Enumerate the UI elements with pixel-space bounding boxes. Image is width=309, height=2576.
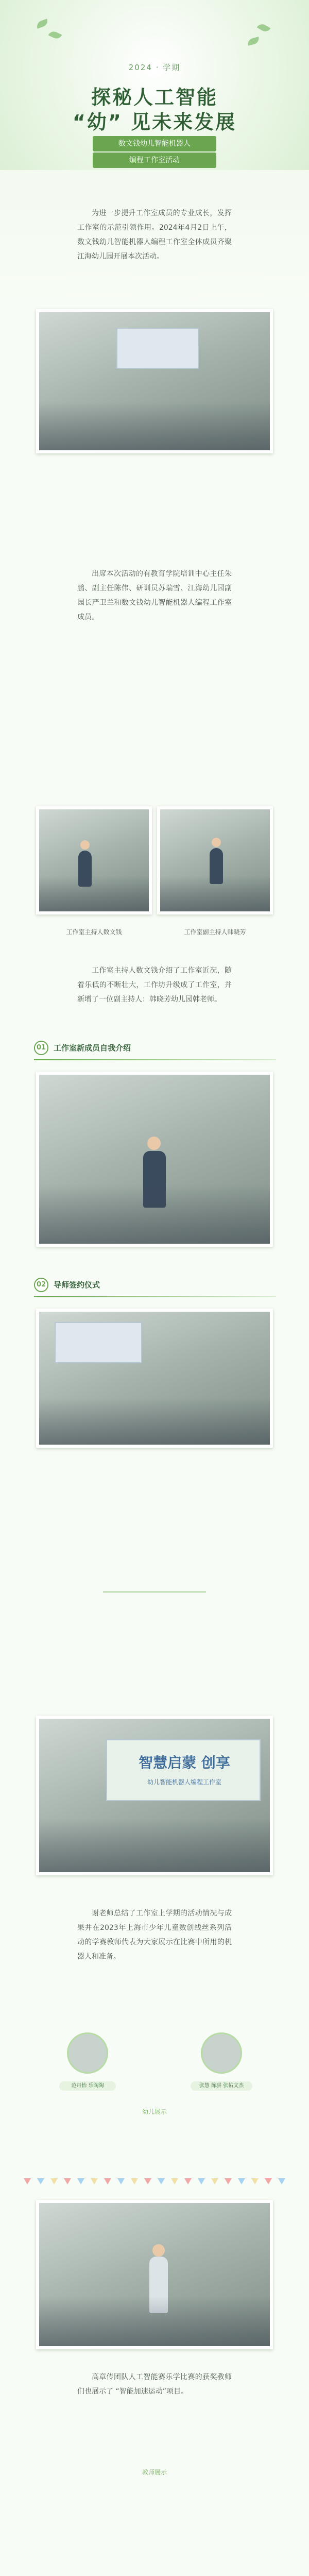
deputy-caption: 工作室副主持人韩晓芳 xyxy=(184,928,246,936)
child-avatar xyxy=(201,2032,242,2074)
name-badge: 范丹怡 乐陶陶 xyxy=(59,2081,116,2091)
bunting-decoration xyxy=(21,2177,288,2186)
leaf-decoration-icon xyxy=(247,37,260,46)
leaf-decoration-icon xyxy=(48,29,62,40)
screen-subline: 幼儿智能机器人编程工作室 xyxy=(147,1778,221,1786)
activity-photo xyxy=(36,1716,273,1875)
deputy-photo xyxy=(157,806,273,914)
teacher-show-caption: 教师展示 xyxy=(142,2469,167,2476)
sharing-paragraph: 谢老师总结了工作室上学期的活动情况与成果并在2023年上海市少年儿童数创线丝系列活动的学赛教师代表为大家展示在比赛中所用的机器人和准备。 xyxy=(77,1909,232,1961)
teacher-show-photo xyxy=(36,2200,273,2349)
vine-divider xyxy=(103,1587,206,1597)
subtitle-line1: 数文钱幼儿智能机器人 xyxy=(93,136,216,151)
section-number: 01 xyxy=(34,1041,48,1055)
child-avatar xyxy=(67,2032,108,2074)
host-caption: 工作室主持人数文钱 xyxy=(66,928,122,936)
host-photo xyxy=(36,806,152,914)
group-photo xyxy=(36,309,273,453)
page-title-line1: 探秘人工智能 xyxy=(91,86,218,109)
screen-headline: 智慧启蒙 创享 xyxy=(139,1754,230,1771)
section-title: 导师签约仪式 xyxy=(54,1280,100,1290)
leaf-decoration-icon xyxy=(36,19,49,28)
signing-photo xyxy=(36,1309,273,1448)
section-number: 02 xyxy=(34,1278,48,1292)
section-divider xyxy=(34,1296,276,1297)
header-year: 2024 · 学期 xyxy=(128,63,181,72)
member-intro-photo xyxy=(36,1072,273,1247)
subtitle-line2: 编程工作室活动 xyxy=(93,152,216,168)
page-title-line2: “幼” 见未来发展 xyxy=(72,111,237,133)
name-badge: 张慧 陈骐 张佑文杰 xyxy=(191,2081,252,2091)
intro-paragraph: 为进一步提升工作室成员的专业成长，发挥工作室的示范引领作用。2024年4月2日上午，数文钱幼儿智能机器人编程工作室全体成员齐聚江海幼儿园开展本次活动。 xyxy=(77,209,232,261)
section-title: 工作室新成员自我介绍 xyxy=(54,1043,131,1053)
leaf-decoration-icon xyxy=(257,22,271,33)
section-divider xyxy=(34,1059,276,1060)
header-banner xyxy=(0,0,309,170)
children-caption: 幼儿展示 xyxy=(142,2108,167,2115)
attendance-paragraph: 出席本次活动的有教育学院培训中心主任朱鹏、副主任陈伟、研训员苏瑞雪、江海幼儿园副园长严卫兰和数文钱幼儿智能机器人编程工作室成员。 xyxy=(77,570,232,621)
summary-paragraph: 工作室主持人数文钱介绍了工作室近况，随着乐低的不断壮大，工作坊升级成了工作室，并新增了一位副主持人：韩晓芳幼儿园韩老师。 xyxy=(77,967,232,1004)
teacher-show-paragraph: 高章传团队人工智能赛乐学比赛的获奖教师们也展示了 “智能加速运动”项目。 xyxy=(77,2373,232,2396)
